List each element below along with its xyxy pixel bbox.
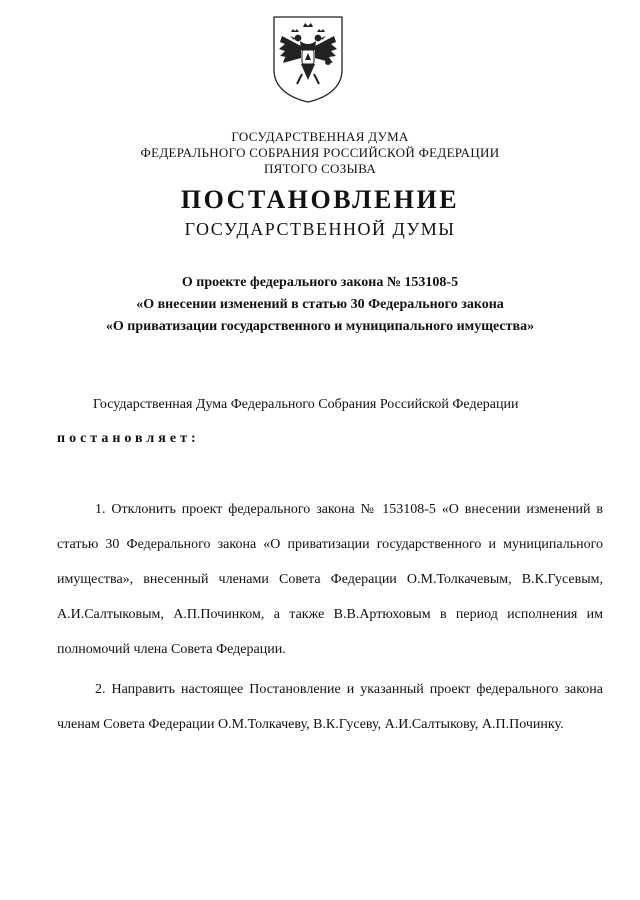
organization-name-line-1: ГОСУДАРСТВЕННАЯ ДУМА (231, 129, 409, 144)
resolution-item-1: 1. Отклонить проект федерального закона № 153108-5 «О внесении изменений в статью 30 Федерального закона «О приватизации государственного и муниципального имущества», внесенный членами Совета Федерации О.М.Толкачевым, В.К.Гусевым, А.И.Салтыковым, А.П.Починком, а также В.В.Артюховым в период исполнения им полномочий члена Совета Федерации. (57, 502, 603, 657)
subject-line-2: «О внесении изменений в статью 30 Федерального закона (136, 297, 504, 312)
intro-paragraph: Государственная Дума Федерального Собрания Российской Федерации (93, 397, 519, 412)
organization-name-line-2: ФЕДЕРАЛЬНОГО СОБРАНИЯ РОССИЙСКОЙ ФЕДЕРАЦИИ (140, 145, 500, 160)
resolution-item-2: 2. Направить настоящее Постановление и указанный проект федерального закона членам Совета Федерации О.М.Толкачеву, В.К.Гусеву, А.И.Салтыкову, А.П.Починку. (57, 682, 603, 732)
document-type-title: ПОСТАНОВЛЕНИЕ (180, 185, 460, 214)
subject-line-1: О проекте федерального закона № 153108-5 (181, 275, 459, 290)
subject-line-3: «О приватизации государственного и муниципального имущества» (105, 319, 535, 334)
organization-name-line-3: ПЯТОГО СОЗЫВА (263, 161, 377, 176)
decree-word: постановляет: (57, 431, 200, 446)
document-type-subtitle: ГОСУДАРСТВЕННОЙ ДУМЫ (184, 219, 456, 239)
russian-coat-of-arms-icon (268, 14, 348, 104)
